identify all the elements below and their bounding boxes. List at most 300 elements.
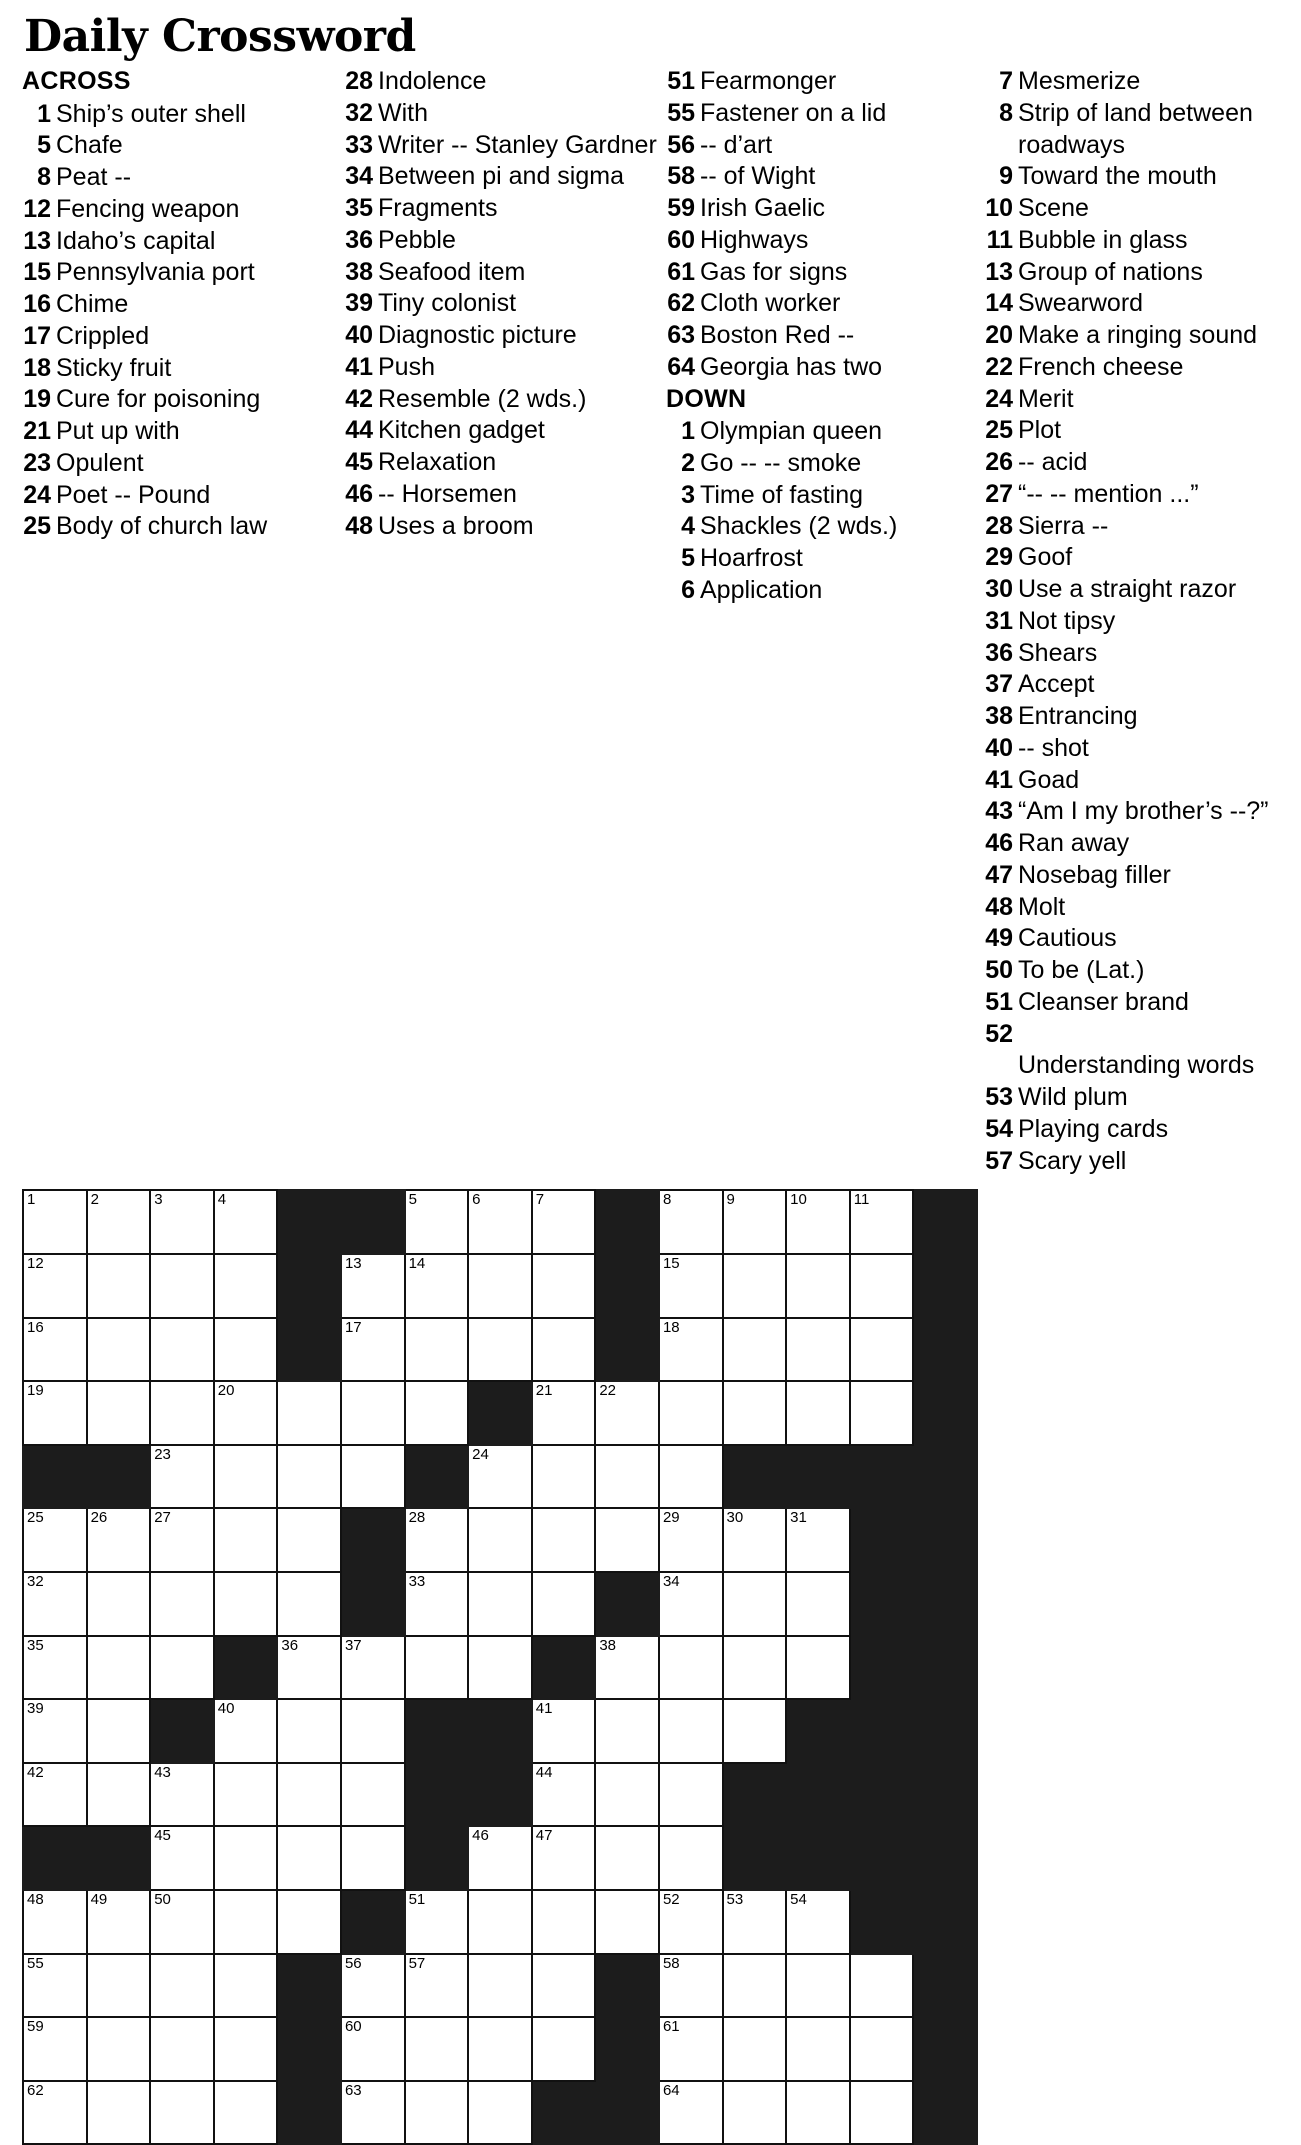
grid-block — [913, 1763, 977, 1827]
grid-cell[interactable] — [723, 1954, 787, 2018]
grid-cell-number: 27 — [154, 1509, 171, 1527]
grid-cell[interactable] — [87, 2081, 151, 2145]
grid-block — [532, 1636, 596, 1700]
clue-item — [344, 66, 658, 98]
grid-cell[interactable] — [659, 1572, 723, 1636]
grid-cell[interactable] — [405, 2017, 469, 2081]
clue-text: Playing cards — [1018, 1114, 1169, 1143]
grid-cell[interactable] — [405, 1254, 469, 1318]
grid-cell[interactable] — [277, 1572, 341, 1636]
grid-row — [23, 1318, 977, 1382]
grid-cell[interactable] — [786, 1381, 850, 1445]
grid-cell[interactable] — [341, 1763, 405, 1827]
grid-cell[interactable] — [532, 1763, 596, 1827]
grid-cell[interactable] — [150, 1318, 214, 1382]
clue-item — [22, 384, 336, 416]
clue-text: Put up with — [56, 417, 180, 446]
grid-row — [23, 1954, 977, 2018]
grid-cell[interactable] — [723, 1190, 787, 1254]
clue-number: 40 — [985, 733, 1013, 762]
grid-cell[interactable] — [659, 1381, 723, 1445]
grid-cell[interactable] — [659, 1508, 723, 1572]
grid-cell[interactable] — [405, 1954, 469, 2018]
grid-cell[interactable] — [23, 1954, 87, 2018]
clue-number: 17 — [23, 321, 51, 350]
clue-item — [22, 480, 336, 512]
clue-text: Push — [378, 352, 435, 381]
grid-cell[interactable] — [723, 1636, 787, 1700]
grid-cell[interactable] — [532, 1318, 596, 1382]
grid-cell[interactable] — [532, 1572, 596, 1636]
clue-columns — [22, 66, 1279, 1177]
grid-block — [723, 1826, 787, 1890]
grid-cell[interactable] — [23, 1318, 87, 1382]
clue-text: Application — [700, 575, 823, 604]
grid-cell[interactable] — [277, 1508, 341, 1572]
grid-cell[interactable] — [87, 1954, 151, 2018]
clue-number: 35 — [345, 194, 373, 223]
grid-block — [913, 1572, 977, 1636]
grid-cell[interactable] — [277, 1445, 341, 1509]
grid-cell[interactable] — [341, 2081, 405, 2145]
grid-cell[interactable] — [214, 1572, 278, 1636]
grid-cell[interactable] — [468, 1954, 532, 2018]
grid-cell[interactable] — [786, 1890, 850, 1954]
grid-cell[interactable] — [405, 1190, 469, 1254]
clue-number: 12 — [23, 194, 51, 223]
grid-cell-number: 45 — [154, 1827, 171, 1845]
grid-block — [277, 2081, 341, 2145]
grid-cell[interactable] — [786, 1954, 850, 2018]
clue-item — [22, 226, 336, 258]
grid-cell[interactable] — [150, 1190, 214, 1254]
grid-cell[interactable] — [468, 1826, 532, 1890]
grid-cell[interactable] — [659, 1445, 723, 1509]
grid-cell[interactable] — [277, 1699, 341, 1763]
grid-cell[interactable] — [405, 1890, 469, 1954]
clue-text: Cleanser brand — [1018, 987, 1189, 1016]
grid-cell[interactable] — [341, 1699, 405, 1763]
clue-item — [666, 511, 976, 543]
grid-cell[interactable] — [214, 1254, 278, 1318]
grid-cell[interactable] — [659, 1763, 723, 1827]
grid-cell[interactable] — [532, 1445, 596, 1509]
clue-text: Peat -- — [56, 163, 132, 192]
grid-cell[interactable] — [277, 1890, 341, 1954]
clue-item — [984, 352, 1271, 384]
grid-cell-number: 37 — [344, 1636, 362, 1654]
grid-cell[interactable] — [468, 1254, 532, 1318]
grid-cell[interactable] — [405, 2081, 469, 2145]
clue-item — [984, 320, 1271, 352]
grid-cell[interactable] — [850, 1381, 914, 1445]
clue-item — [344, 511, 658, 543]
grid-block — [277, 1254, 341, 1318]
grid-cell[interactable] — [850, 2017, 914, 2081]
grid-block — [786, 1763, 850, 1827]
grid-cell[interactable] — [87, 1763, 151, 1827]
clue-text: Cure for poisoning — [56, 385, 261, 414]
grid-cell[interactable] — [214, 1954, 278, 2018]
grid-cell-number: 36 — [281, 1636, 299, 1654]
clue-number: 47 — [985, 860, 1013, 889]
grid-cell[interactable] — [23, 1636, 87, 1700]
grid-cell[interactable] — [341, 1318, 405, 1382]
grid-row — [23, 1699, 977, 1763]
grid-cell[interactable] — [532, 2017, 596, 2081]
grid-cell[interactable] — [723, 1508, 787, 1572]
grid-cell[interactable] — [405, 1318, 469, 1382]
grid-cell[interactable] — [214, 1445, 278, 1509]
grid-cell[interactable] — [150, 1445, 214, 1509]
grid-cell-number: 22 — [599, 1382, 617, 1400]
grid-cell[interactable] — [595, 1890, 659, 1954]
grid-cell[interactable] — [214, 1890, 278, 1954]
grid-cell[interactable] — [786, 2017, 850, 2081]
grid-cell[interactable] — [723, 1890, 787, 1954]
grid-cell[interactable] — [723, 1572, 787, 1636]
clue-item — [984, 796, 1271, 828]
grid-block — [850, 1699, 914, 1763]
grid-row — [23, 1381, 977, 1445]
clue-item — [984, 606, 1271, 638]
grid-cell[interactable] — [23, 1763, 87, 1827]
grid-cell[interactable] — [150, 1826, 214, 1890]
clue-text: Swearword — [1018, 289, 1144, 318]
grid-cell[interactable] — [341, 1254, 405, 1318]
grid-cell[interactable] — [532, 1508, 596, 1572]
grid-cell[interactable] — [87, 1636, 151, 1700]
grid-cell[interactable] — [786, 1636, 850, 1700]
grid-cell-number: 50 — [154, 1890, 171, 1908]
clue-number: 1 — [37, 99, 51, 128]
grid-cell[interactable] — [595, 1445, 659, 1509]
grid-cell[interactable] — [532, 1254, 596, 1318]
grid-cell[interactable] — [468, 1890, 532, 1954]
grid-cell[interactable] — [87, 1508, 151, 1572]
clue-number: 3 — [681, 480, 695, 509]
clue-number: 46 — [345, 479, 373, 508]
grid-cell[interactable] — [23, 1699, 87, 1763]
clue-item — [984, 1082, 1271, 1114]
grid-cell[interactable] — [786, 1190, 850, 1254]
grid-cell[interactable] — [595, 1699, 659, 1763]
grid-cell[interactable] — [786, 1572, 850, 1636]
grid-cell[interactable] — [341, 2017, 405, 2081]
grid-row — [23, 2017, 977, 2081]
grid-cell[interactable] — [277, 1763, 341, 1827]
clue-text: Strip of land between roadways — [1018, 98, 1253, 159]
grid-cell[interactable] — [87, 1890, 151, 1954]
grid-cell[interactable] — [23, 1572, 87, 1636]
grid-cell[interactable] — [659, 1890, 723, 1954]
grid-cell[interactable] — [723, 2081, 787, 2145]
clue-text: Use a straight razor — [1018, 575, 1237, 604]
grid-cell[interactable] — [87, 1190, 151, 1254]
grid-cell[interactable] — [405, 1508, 469, 1572]
clue-text: Goof — [1018, 543, 1073, 572]
grid-block — [723, 1763, 787, 1827]
grid-cell[interactable] — [214, 1381, 278, 1445]
grid-cell[interactable] — [150, 1254, 214, 1318]
grid-cell[interactable] — [23, 2081, 87, 2145]
grid-cell[interactable] — [405, 1381, 469, 1445]
grid-block — [468, 1763, 532, 1827]
grid-cell[interactable] — [850, 2081, 914, 2145]
grid-cell[interactable] — [23, 1890, 87, 1954]
grid-cell[interactable] — [532, 1890, 596, 1954]
grid-cell[interactable] — [87, 1318, 151, 1382]
clue-item — [22, 321, 336, 353]
grid-cell[interactable] — [659, 1954, 723, 2018]
grid-cell[interactable] — [468, 1572, 532, 1636]
grid-cell[interactable] — [23, 1190, 87, 1254]
grid-cell[interactable] — [595, 1636, 659, 1700]
clue-number: 16 — [23, 290, 51, 319]
grid-cell[interactable] — [150, 2081, 214, 2145]
grid-cell[interactable] — [150, 1508, 214, 1572]
clue-item — [344, 320, 658, 352]
grid-cell[interactable] — [786, 2081, 850, 2145]
grid-cell[interactable] — [150, 1954, 214, 2018]
grid-cell[interactable] — [150, 1763, 214, 1827]
grid-cell[interactable] — [23, 1254, 87, 1318]
grid-cell[interactable] — [595, 1381, 659, 1445]
grid-cell[interactable] — [150, 1890, 214, 1954]
clue-item — [984, 447, 1271, 479]
grid-cell[interactable] — [23, 1508, 87, 1572]
clue-number: 48 — [345, 511, 373, 540]
grid-cell[interactable] — [150, 1572, 214, 1636]
clue-text: Sticky fruit — [56, 353, 172, 382]
clue-number: 60 — [667, 225, 695, 254]
clue-item — [984, 161, 1271, 193]
crossword-grid-wrapper — [22, 1189, 962, 2145]
grid-cell[interactable] — [214, 1763, 278, 1827]
grid-cell[interactable] — [532, 1381, 596, 1445]
grid-cell[interactable] — [850, 1954, 914, 2018]
grid-cell[interactable] — [659, 1318, 723, 1382]
grid-cell[interactable] — [659, 2017, 723, 2081]
grid-cell[interactable] — [723, 1318, 787, 1382]
clue-text: Shears — [1018, 638, 1098, 667]
clue-list-across-1 — [22, 99, 336, 544]
grid-block — [405, 1826, 469, 1890]
grid-cell[interactable] — [341, 1381, 405, 1445]
clue-text: Nosebag filler — [1018, 860, 1171, 889]
grid-cell[interactable] — [214, 1190, 278, 1254]
clue-column-3 — [666, 66, 984, 607]
grid-cell[interactable] — [468, 1190, 532, 1254]
grid-cell-number: 21 — [535, 1382, 553, 1400]
grid-cell[interactable] — [595, 1508, 659, 1572]
grid-cell[interactable] — [468, 1445, 532, 1509]
grid-block — [405, 1763, 469, 1827]
grid-row — [23, 1190, 977, 1254]
clue-number: 13 — [985, 257, 1013, 286]
grid-cell[interactable] — [468, 1318, 532, 1382]
grid-cell[interactable] — [532, 1190, 596, 1254]
grid-cell[interactable] — [23, 2017, 87, 2081]
grid-block — [913, 1890, 977, 1954]
grid-cell[interactable] — [659, 1254, 723, 1318]
grid-cell[interactable] — [150, 1381, 214, 1445]
clue-number: 48 — [985, 892, 1013, 921]
clue-number: 10 — [985, 194, 1013, 223]
grid-cell[interactable] — [595, 1763, 659, 1827]
clue-text: Ran away — [1018, 829, 1130, 858]
grid-cell-number: 32 — [27, 1573, 44, 1590]
grid-cell-number: 59 — [27, 2018, 44, 2036]
clue-number: 57 — [985, 1146, 1013, 1175]
grid-cell[interactable] — [850, 1318, 914, 1382]
clue-item — [666, 320, 976, 352]
grid-cell-number: 54 — [790, 1890, 807, 1908]
clue-item — [666, 416, 976, 448]
grid-cell[interactable] — [214, 2081, 278, 2145]
grid-cell[interactable] — [468, 2017, 532, 2081]
grid-cell[interactable] — [532, 1954, 596, 2018]
clue-number: 51 — [667, 67, 695, 96]
clue-text: Between pi and sigma — [378, 162, 624, 191]
clue-number: 39 — [345, 289, 373, 318]
clue-item — [344, 288, 658, 320]
grid-cell[interactable] — [850, 1254, 914, 1318]
grid-cell[interactable] — [850, 1190, 914, 1254]
grid-cell[interactable] — [659, 1826, 723, 1890]
crossword-grid[interactable] — [22, 1189, 978, 2145]
clue-text: Goad — [1018, 765, 1080, 794]
grid-cell[interactable] — [214, 1699, 278, 1763]
grid-cell[interactable] — [277, 1826, 341, 1890]
grid-cell-number: 10 — [790, 1191, 807, 1209]
grid-cell[interactable] — [341, 1636, 405, 1700]
clue-text: Ship’s outer shell — [56, 99, 246, 128]
grid-cell[interactable] — [214, 1508, 278, 1572]
grid-cell-number: 19 — [27, 1382, 44, 1400]
grid-row — [23, 1636, 977, 1700]
grid-cell-number: 15 — [662, 1255, 680, 1273]
grid-cell[interactable] — [341, 1826, 405, 1890]
grid-cell-number: 9 — [726, 1191, 735, 1209]
grid-cell[interactable] — [468, 2081, 532, 2145]
grid-cell[interactable] — [277, 1636, 341, 1700]
grid-cell[interactable] — [723, 2017, 787, 2081]
clue-text: -- shot — [1018, 733, 1089, 762]
grid-cell[interactable] — [87, 1254, 151, 1318]
grid-block — [87, 1826, 151, 1890]
grid-cell[interactable] — [87, 1699, 151, 1763]
clue-item — [666, 130, 976, 162]
grid-cell[interactable] — [532, 1699, 596, 1763]
grid-cell-number: 16 — [27, 1318, 44, 1336]
grid-block — [277, 1190, 341, 1254]
grid-cell[interactable] — [532, 1826, 596, 1890]
clue-item — [984, 288, 1271, 320]
clue-list-down-1 — [666, 416, 976, 607]
grid-cell-number: 4 — [217, 1191, 227, 1209]
grid-cell[interactable] — [214, 1826, 278, 1890]
grid-cell[interactable] — [405, 1572, 469, 1636]
clue-item — [22, 257, 336, 289]
grid-cell[interactable] — [150, 1636, 214, 1700]
grid-cell-number: 31 — [790, 1509, 807, 1527]
grid-cell[interactable] — [468, 1508, 532, 1572]
grid-block — [214, 1636, 278, 1700]
clue-number: 28 — [985, 511, 1013, 540]
clue-number: 45 — [345, 448, 373, 477]
grid-cell[interactable] — [87, 1572, 151, 1636]
clue-text: Plot — [1018, 416, 1062, 445]
grid-cell[interactable] — [786, 1508, 850, 1572]
grid-cell[interactable] — [341, 1954, 405, 2018]
clue-number: 59 — [667, 194, 695, 223]
grid-cell[interactable] — [786, 1254, 850, 1318]
grid-cell[interactable] — [341, 1445, 405, 1509]
grid-cell-number: 1 — [27, 1191, 36, 1209]
clue-item — [984, 1114, 1271, 1146]
clue-number: 23 — [23, 448, 51, 477]
grid-cell[interactable] — [659, 1699, 723, 1763]
clue-number: 52 — [985, 1019, 1013, 1048]
grid-cell[interactable] — [659, 2081, 723, 2145]
clue-number: 8 — [999, 98, 1013, 127]
clue-text: Resemble (2 wds.) — [378, 384, 587, 413]
grid-cell[interactable] — [468, 1636, 532, 1700]
grid-cell[interactable] — [87, 1381, 151, 1445]
grid-cell[interactable] — [659, 1636, 723, 1700]
clue-item — [344, 447, 658, 479]
clue-text: Wild plum — [1018, 1083, 1128, 1112]
clue-item — [666, 66, 976, 98]
clue-text: Chime — [56, 290, 129, 319]
grid-cell[interactable] — [214, 2017, 278, 2081]
grid-cell[interactable] — [723, 1381, 787, 1445]
grid-block — [341, 1190, 405, 1254]
grid-row — [23, 1508, 977, 1572]
grid-cell[interactable] — [595, 1826, 659, 1890]
grid-cell-number: 40 — [217, 1700, 235, 1718]
grid-and-rightcol — [22, 1189, 1279, 2145]
clue-number: 14 — [985, 289, 1013, 318]
grid-cell-number: 23 — [154, 1445, 171, 1463]
grid-block — [341, 1890, 405, 1954]
grid-cell[interactable] — [659, 1190, 723, 1254]
grid-cell-number: 34 — [662, 1573, 680, 1590]
clue-text: Idaho’s capital — [56, 226, 216, 255]
grid-cell[interactable] — [87, 2017, 151, 2081]
grid-block — [595, 1572, 659, 1636]
clue-item — [666, 543, 976, 575]
grid-cell[interactable] — [723, 1254, 787, 1318]
grid-cell[interactable] — [23, 1381, 87, 1445]
clue-text: Georgia has two — [700, 352, 883, 381]
grid-cell[interactable] — [214, 1318, 278, 1382]
grid-cell[interactable] — [277, 1381, 341, 1445]
clue-number: 36 — [985, 638, 1013, 667]
clue-number: 6 — [681, 575, 695, 604]
grid-cell[interactable] — [786, 1318, 850, 1382]
grid-cell[interactable] — [150, 2017, 214, 2081]
grid-block — [913, 2017, 977, 2081]
grid-cell[interactable] — [405, 1636, 469, 1700]
clue-list-across-3 — [666, 66, 976, 384]
grid-block — [913, 1699, 977, 1763]
grid-cell-number: 62 — [27, 2081, 44, 2099]
grid-cell-number: 38 — [599, 1636, 617, 1654]
clue-item — [984, 987, 1271, 1019]
grid-cell[interactable] — [723, 1699, 787, 1763]
